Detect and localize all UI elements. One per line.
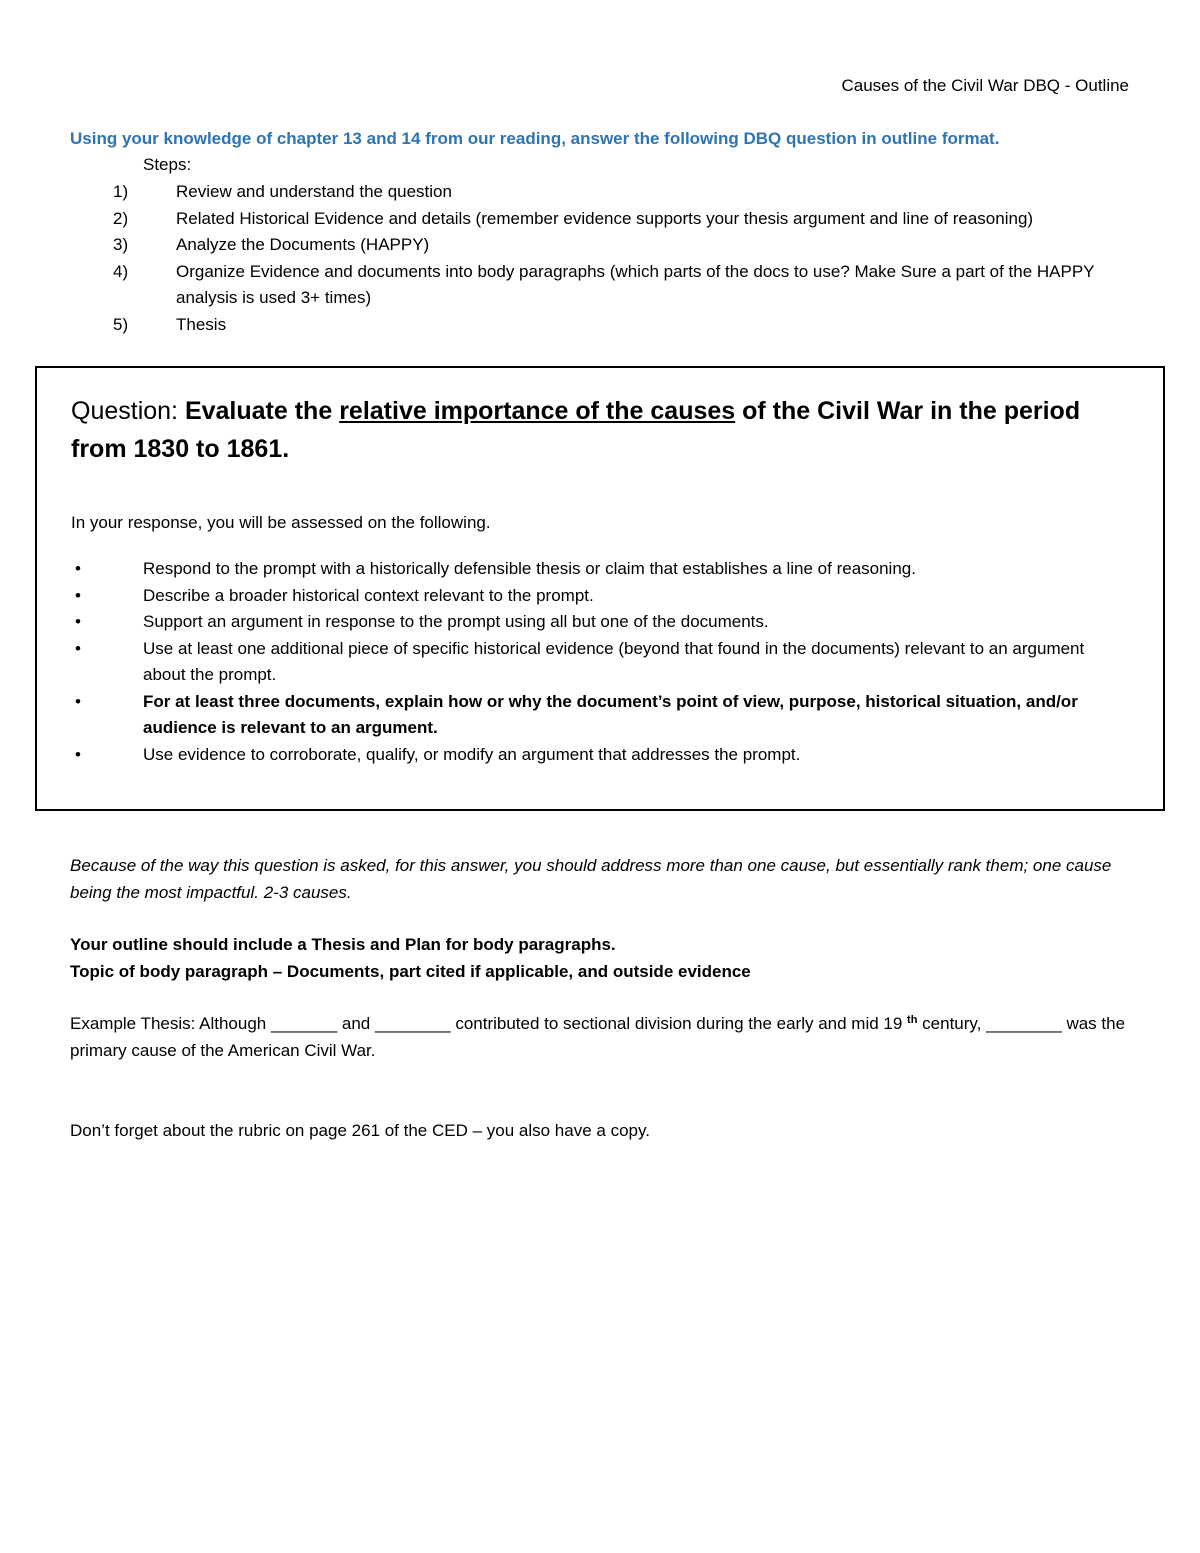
step-item	[113, 232, 1143, 259]
criteria-item	[71, 636, 1131, 689]
example-thesis-part2: century, ________ was the primary cause of the American Civil War.	[70, 1014, 1126, 1060]
ranking-note: Because of the way this question is asked, for this answer, you should address more than one cause, but essentially rank them; one cause being the most impactful. 2-3 causes.	[70, 856, 1112, 902]
example-thesis-part1: Example Thesis: Although _______ and ________ contributed to sectional division during the early and mid 19	[70, 1014, 908, 1033]
bullet-icon: •	[75, 744, 81, 764]
criteria-item	[71, 609, 1131, 636]
criteria-text: Use evidence to corroborate, qualify, or modify an argument that addresses the prompt.	[143, 744, 801, 764]
question-text-underlined: relative importance of the causes	[339, 397, 736, 425]
steps-label: Steps:	[143, 155, 192, 174]
step-item	[113, 259, 1143, 312]
outline-requirement-line: Your outline should include a Thesis and Plan for body paragraphs.	[70, 935, 616, 954]
criteria-text: For at least three documents, explain how or why the document’s point of view, purpose, historical situation, and/or audience is relevant to an argument.	[143, 691, 1078, 737]
assessment-intro: In your response, you will be assessed on the following.	[71, 513, 491, 532]
step-item	[113, 312, 1143, 339]
question-label: Question:	[71, 397, 185, 425]
example-thesis	[70, 1011, 1140, 1064]
step-text: Review and understand the question	[176, 182, 452, 201]
instruction-text: Using your knowledge of chapter 13 and 14 from our reading, answer the following DBQ question in outline format.	[70, 129, 1000, 148]
step-text: Thesis	[176, 314, 227, 334]
criteria-text: Describe a broader historical context relevant to the prompt.	[143, 585, 594, 605]
question-text-part2: of the Civil War in the period from 1830 to 1861.	[71, 397, 1081, 463]
step-number: 4)	[113, 261, 129, 281]
step-text: Related Historical Evidence and details (remember evidence supports your thesis argument and line of reasoning)	[176, 208, 1034, 228]
bullet-icon: •	[75, 612, 81, 631]
step-number: 1)	[113, 182, 129, 201]
step-text: Analyze the Documents (HAPPY)	[176, 235, 430, 254]
bullet-icon: •	[75, 638, 81, 658]
example-thesis-superscript: th	[907, 1014, 918, 1026]
criteria-text: Support an argument in response to the prompt using all but one of the documents.	[143, 612, 769, 631]
bullet-icon: •	[75, 585, 81, 605]
step-item	[113, 206, 1143, 233]
criteria-text: Respond to the prompt with a historically defensible thesis or claim that establishes a line of reasoning.	[143, 559, 916, 578]
question-box	[35, 366, 1165, 811]
step-number: 3)	[113, 235, 129, 254]
criteria-item	[71, 689, 1131, 742]
criteria-item	[71, 556, 1131, 583]
criteria-text: Use at least one additional piece of specific historical evidence (beyond that found in the documents) relevant to an argument about the prompt.	[143, 638, 1085, 684]
steps-list	[113, 179, 1143, 338]
page-header-title: Causes of the Civil War DBQ - Outline	[841, 76, 1129, 95]
assessment-criteria-list	[71, 556, 1131, 768]
step-item	[113, 179, 1143, 206]
outline-requirement-line: Topic of body paragraph – Documents, part cited if applicable, and outside evidence	[70, 961, 751, 981]
criteria-item	[71, 583, 1131, 610]
criteria-item	[71, 742, 1131, 769]
rubric-reminder: Don’t forget about the rubric on page 261 of the CED – you also have a copy.	[70, 1121, 650, 1140]
bullet-icon: •	[75, 559, 81, 578]
bullet-icon: •	[75, 691, 81, 711]
outline-requirements	[70, 932, 1140, 985]
step-number: 5)	[113, 314, 129, 334]
question-prompt	[71, 392, 1131, 468]
question-text-part1: Evaluate the	[184, 397, 340, 425]
step-number: 2)	[113, 208, 129, 228]
step-text: Organize Evidence and documents into body paragraphs (which parts of the docs to use? Make Sure a part of the HAPPY analysis is used 3+ times)	[176, 261, 1095, 307]
